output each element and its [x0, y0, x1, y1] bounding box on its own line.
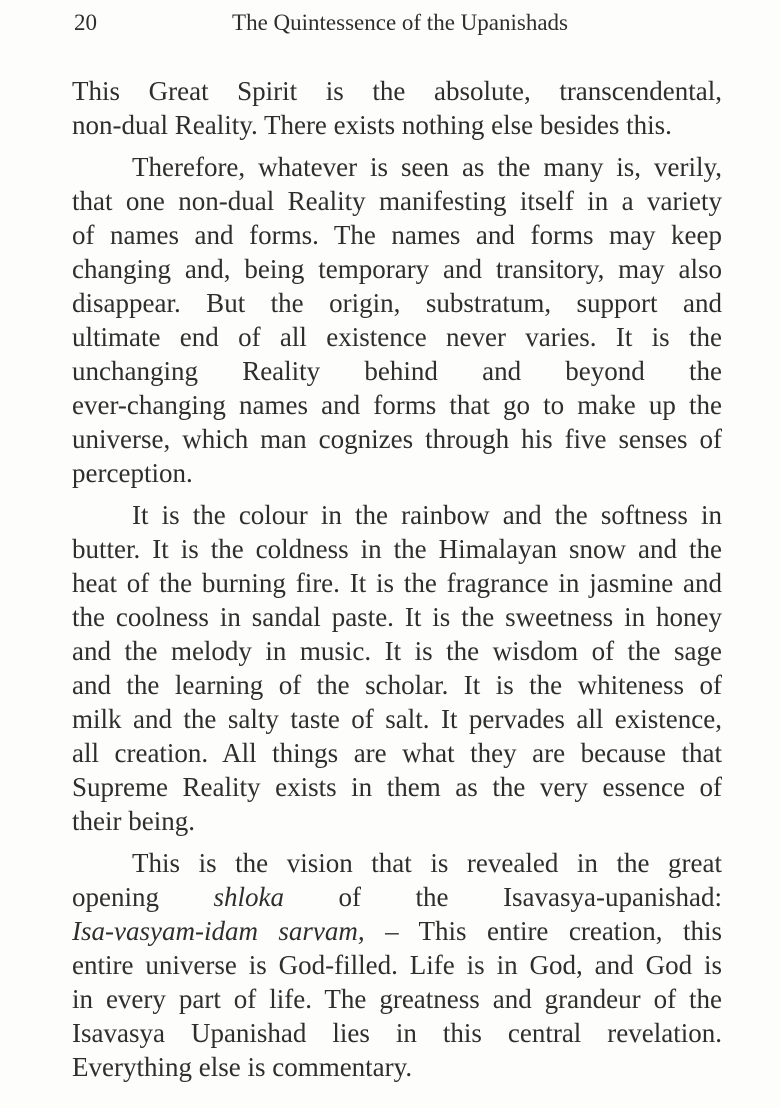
text-segment: and the melody in music. It is the wisdom of the sage	[72, 636, 722, 666]
text-segment: and the learning of the scholar. It is the whiteness of	[72, 670, 722, 700]
text-segment: the coolness in sandal paste. It is the sweetness in honey	[72, 602, 722, 632]
text-segment: butter. It is the coldness in the Himalayan snow and the	[72, 534, 722, 564]
text-segment: in every part of life. The greatness and grandeur of the	[72, 984, 722, 1014]
text-line	[72, 354, 722, 388]
text-segment: This Great Spirit is the absolute, transcendental,	[72, 76, 722, 106]
text-segment: disappear. But the origin, substratum, support and	[72, 288, 722, 318]
text-line	[72, 702, 722, 736]
text-segment: entire universe is God-filled. Life is in God, and God is	[72, 950, 722, 980]
text-line	[72, 880, 722, 914]
page-body	[72, 74, 722, 1092]
text-line	[72, 388, 722, 422]
paragraph	[72, 74, 722, 142]
italic-text: Isa-vasyam-idam sarvam,	[72, 916, 365, 946]
text-line	[72, 320, 722, 354]
text-line	[72, 286, 722, 320]
text-line	[72, 600, 722, 634]
text-segment: It is the colour in the rainbow and the softness in	[132, 500, 722, 530]
text-segment: that one non-dual Reality manifesting itself in a variety	[72, 186, 722, 216]
paragraph	[72, 498, 722, 838]
text-segment: unchanging Reality behind and beyond the	[72, 356, 722, 386]
text-line	[72, 456, 722, 490]
text-segment: their being.	[72, 806, 195, 836]
text-segment: of the Isavasya-upanishad:	[284, 882, 722, 912]
text-line	[72, 846, 722, 880]
text-line	[72, 948, 722, 982]
text-line	[72, 150, 722, 184]
text-line	[72, 422, 722, 456]
text-line	[72, 1016, 722, 1050]
paragraph	[72, 150, 722, 490]
text-segment: ultimate end of all existence never varies. It is the	[72, 322, 722, 352]
text-line	[72, 668, 722, 702]
text-segment: all creation. All things are what they are because that	[72, 738, 722, 768]
text-line	[72, 74, 722, 108]
text-segment: opening	[72, 882, 214, 912]
text-segment: – This entire creation, this	[364, 916, 722, 946]
running-title: The Quintessence of the Upanishads	[232, 10, 568, 35]
text-segment: ever-changing names and forms that go to make up the	[72, 390, 722, 420]
page-number: 20	[74, 10, 97, 35]
text-line	[72, 566, 722, 600]
text-segment: Isavasya Upanishad lies in this central revelation.	[72, 1018, 722, 1048]
text-line	[72, 914, 722, 948]
text-segment: Supreme Reality exists in them as the very essence of	[72, 772, 722, 802]
text-line	[72, 108, 722, 142]
italic-text: shloka	[213, 882, 285, 912]
text-line	[72, 532, 722, 566]
text-line	[72, 736, 722, 770]
text-line	[72, 770, 722, 804]
text-line	[72, 634, 722, 668]
text-line	[72, 218, 722, 252]
text-line	[72, 498, 722, 532]
text-segment: This is the vision that is revealed in the great	[132, 848, 722, 878]
text-line	[72, 1050, 722, 1084]
text-segment: changing and, being temporary and transitory, may also	[72, 254, 722, 284]
text-line	[72, 184, 722, 218]
text-segment: perception.	[72, 458, 193, 488]
text-segment: milk and the salty taste of salt. It pervades all existence,	[72, 704, 722, 734]
text-segment: of names and forms. The names and forms may keep	[72, 220, 722, 250]
paragraph	[72, 846, 722, 1084]
text-line	[72, 804, 722, 838]
text-segment: universe, which man cognizes through his five senses of	[72, 424, 722, 454]
text-segment: Everything else is commentary.	[72, 1052, 413, 1082]
text-segment: non-dual Reality. There exists nothing else besides this.	[72, 110, 672, 140]
text-segment: heat of the burning fire. It is the fragrance in jasmine and	[72, 568, 722, 598]
text-line	[72, 982, 722, 1016]
text-segment: Therefore, whatever is seen as the many is, verily,	[132, 152, 722, 182]
text-line	[72, 252, 722, 286]
